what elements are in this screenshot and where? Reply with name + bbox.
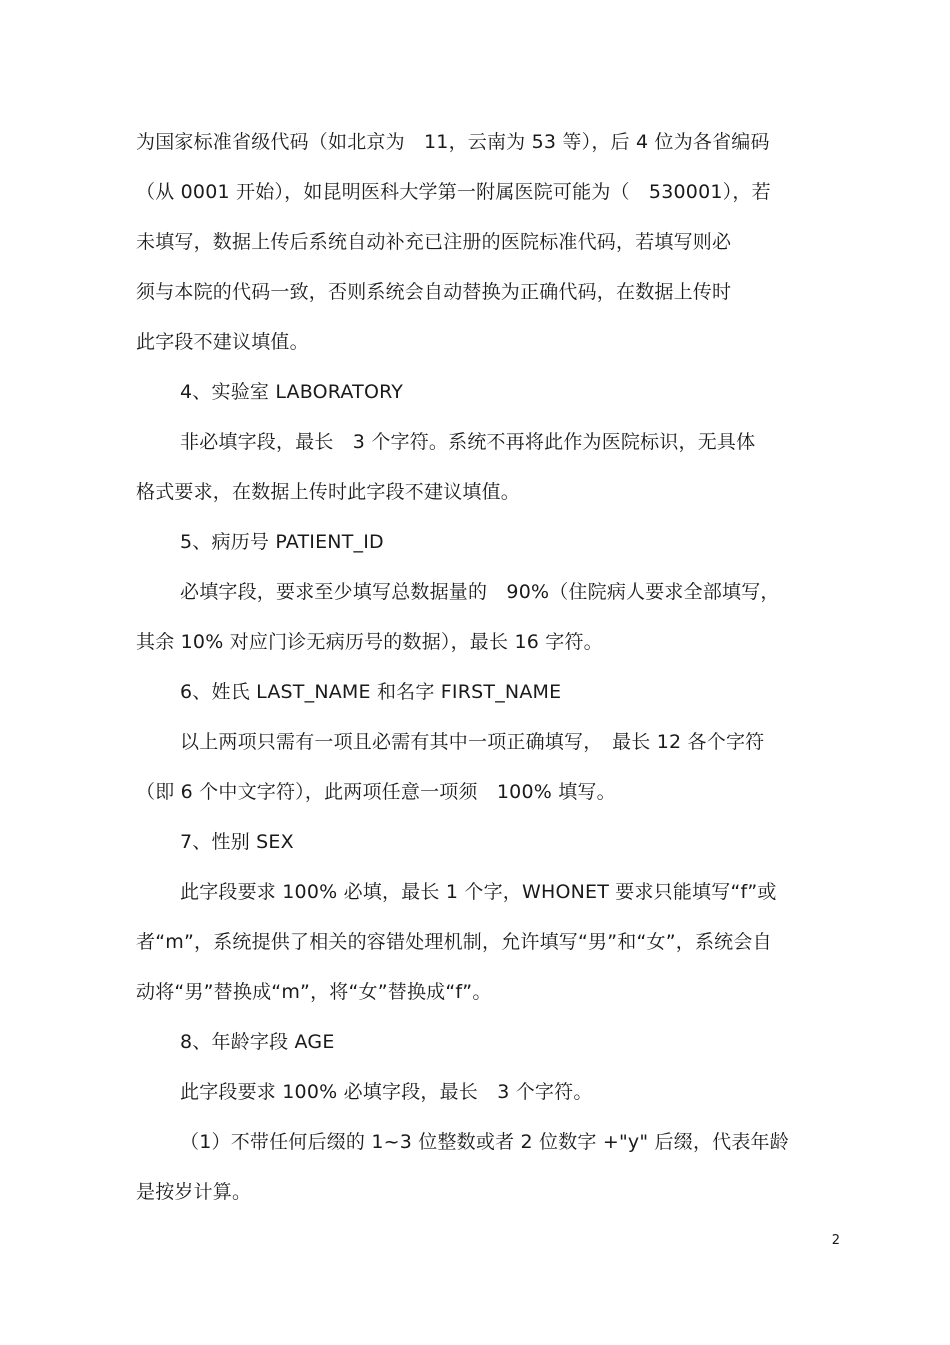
paragraph-line: （从 0001 开始），如昆明医科大学第一附属医院可能为（ 530001），若 — [136, 181, 771, 203]
paragraph-line: （1）不带任何后缀的 1~3 位整数或者 2 位数字 +"y" 后缀，代表年龄 — [180, 1131, 789, 1153]
paragraph-line: 者“m”，系统提供了相关的容错处理机制，允许填写“男”和“女”，系统会自 — [136, 931, 772, 953]
section-heading-age: 8、年龄字段 AGE — [180, 1031, 335, 1053]
paragraph-line: 此字段要求 100% 必填字段，最长 3 个字符。 — [180, 1081, 593, 1103]
section-heading-patient-id: 5、病历号 PATIENT_ID — [180, 531, 384, 553]
paragraph-line: 此字段要求 100% 必填，最长 1 个字，WHONET 要求只能填写“f”或 — [180, 881, 777, 903]
paragraph-line: 其余 10% 对应门诊无病历号的数据），最长 16 字符。 — [136, 631, 603, 653]
paragraph-line: 动将“男”替换成“m”，将“女”替换成“f”。 — [136, 981, 492, 1003]
section-heading-sex: 7、性别 SEX — [180, 831, 294, 853]
paragraph-line: 须与本院的代码一致，否则系统会自动替换为正确代码，在数据上传时 — [136, 281, 732, 303]
section-heading-laboratory: 4、实验室 LABORATORY — [180, 381, 404, 403]
paragraph-line: 必填字段，要求至少填写总数据量的 90%（住院病人要求全部填写， — [180, 581, 780, 603]
paragraph-line: 未填写，数据上传后系统自动补充已注册的医院标准代码，若填写则必 — [136, 231, 732, 253]
page-number: 2 — [831, 1233, 840, 1248]
section-heading-name: 6、姓氏 LAST_NAME 和名字 FIRST_NAME — [180, 681, 562, 703]
paragraph-line: 非必填字段，最长 3 个字符。系统不再将此作为医院标识，无具体 — [180, 431, 756, 453]
paragraph-line: 是按岁计算。 — [136, 1181, 252, 1203]
paragraph-line: 格式要求，在数据上传时此字段不建议填值。 — [136, 481, 521, 503]
paragraph-line: 此字段不建议填值。 — [136, 331, 309, 353]
paragraph-line: （即 6 个中文字符），此两项任意一项须 100% 填写。 — [136, 781, 616, 803]
paragraph-line: 以上两项只需有一项且必需有其中一项正确填写， 最长 12 各个字符 — [180, 731, 765, 753]
paragraph-line: 为国家标准省级代码（如北京为 11，云南为 53 等），后 4 位为各省编码 — [136, 131, 770, 153]
